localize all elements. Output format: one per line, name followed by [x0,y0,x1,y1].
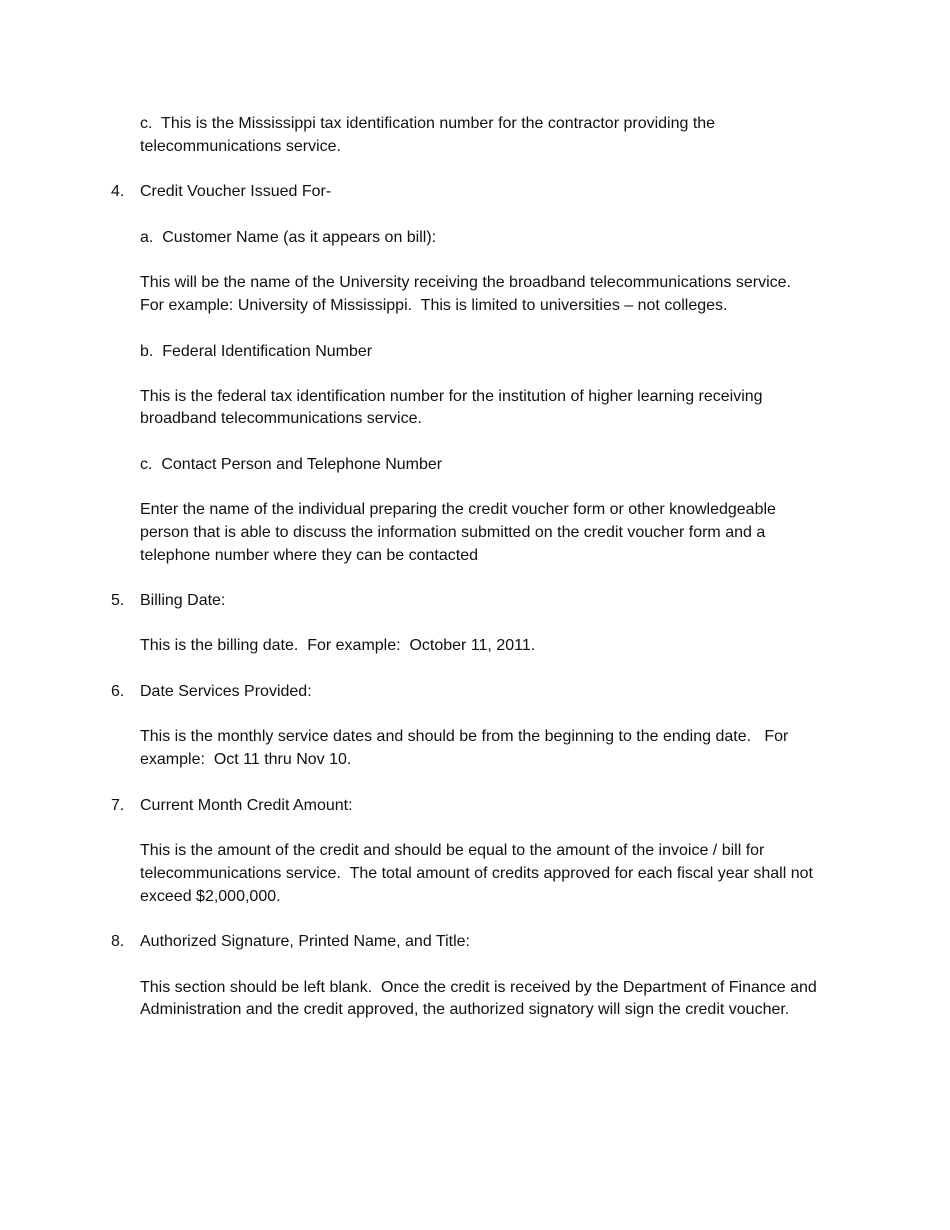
item-4-heading: Credit Voucher Issued For- [140,183,332,200]
item-6-heading: Date Services Provided: [140,683,312,700]
item-4b-heading: b. Federal Identification Number [140,343,373,360]
item-6-number: 6. [111,683,125,700]
item-4c-line-2: person that is able to discuss the information submitted on the credit voucher form and a [140,524,766,541]
item-7-heading: Current Month Credit Amount: [140,797,353,814]
item-7-line-2: telecommunications service. The total amount of credits approved for each fiscal year shall not [140,865,813,882]
item-5-line-1: This is the billing date. For example: October 11, 2011. [140,637,536,654]
item-7-number: 7. [111,797,125,814]
item-7-line-3: exceed $2,000,000. [140,888,281,905]
item-4a-line-2: For example: University of Mississippi. This is limited to universities – not colleges. [140,297,728,314]
item-3c-line-1: c. This is the Mississippi tax identification number for the contractor providing the [140,115,716,132]
item-4c-line-1: Enter the name of the individual preparing the credit voucher form or other knowledgeable [140,501,776,518]
item-4b-line-2: broadband telecommunications service. [140,410,422,427]
item-8-line-2: Administration and the credit approved, the authorized signatory will sign the credit voucher. [140,1001,790,1018]
item-6-line-2: example: Oct 11 thru Nov 10. [140,751,352,768]
item-4b-line-1: This is the federal tax identification number for the institution of higher learning receiving [140,388,763,405]
item-8-heading: Authorized Signature, Printed Name, and Title: [140,933,470,950]
item-6-line-1: This is the monthly service dates and should be from the beginning to the ending date. For [140,728,789,745]
item-4-number: 4. [111,183,125,200]
item-4a-heading: a. Customer Name (as it appears on bill): [140,229,437,246]
item-4a-line-1: This will be the name of the University receiving the broadband telecommunications service. [140,274,791,291]
item-4c-heading: c. Contact Person and Telephone Number [140,456,443,473]
item-5-heading: Billing Date: [140,592,226,609]
item-8-line-1: This section should be left blank. Once the credit is received by the Department of Finance and [140,979,817,996]
item-7-line-1: This is the amount of the credit and should be equal to the amount of the invoice / bill for [140,842,765,859]
item-3c-line-2: telecommunications service. [140,138,341,155]
item-8-number: 8. [111,933,125,950]
item-5-number: 5. [111,592,125,609]
item-4c-line-3: telephone number where they can be contacted [140,547,479,564]
